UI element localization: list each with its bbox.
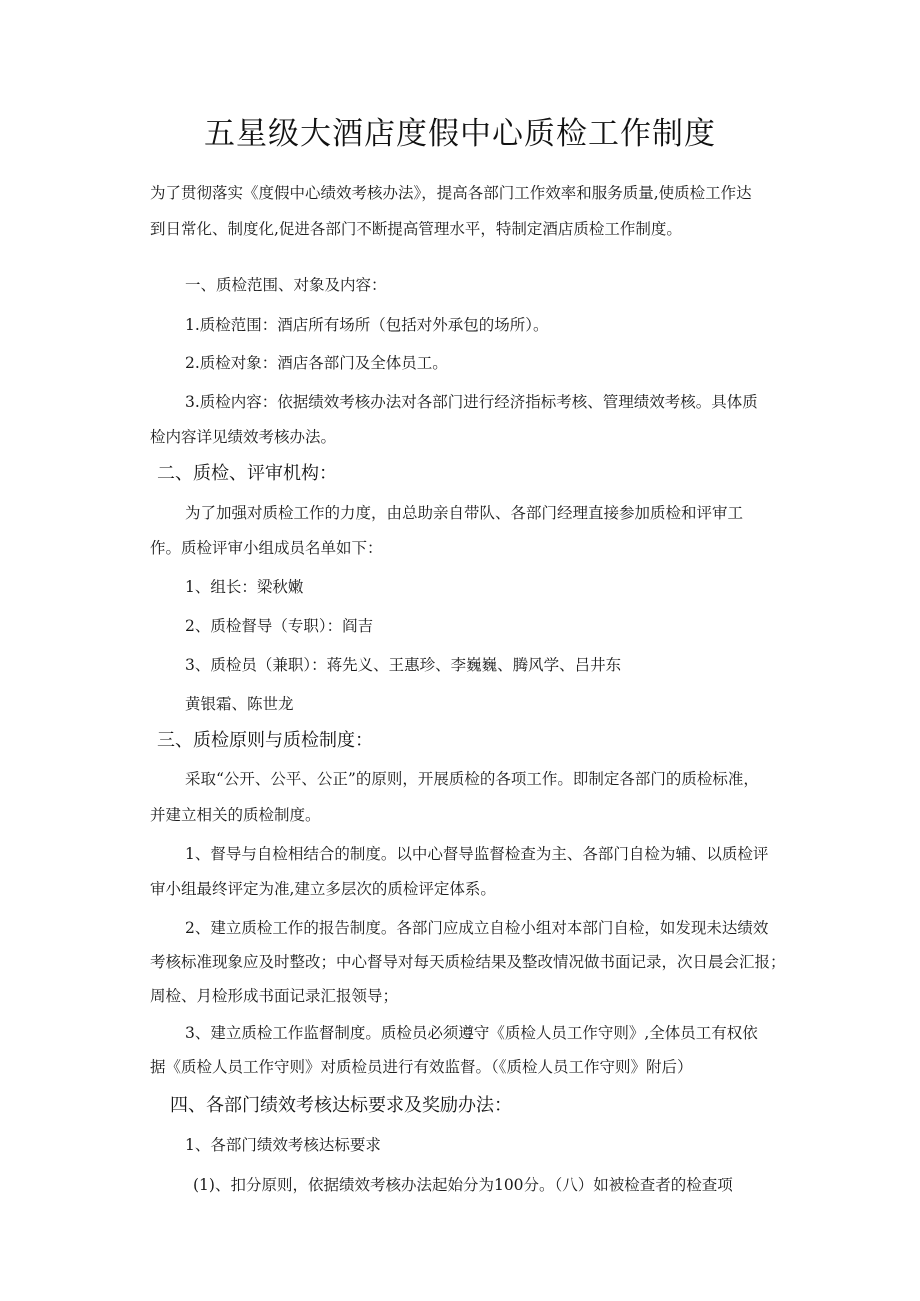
section4-line-1: 1、各部门绩效考核达标要求: [185, 1136, 381, 1154]
section2-member-3: 3、质检员（兼职）：蒋先义、王惠珍、李巍巍、腾风学、吕井东: [185, 656, 622, 674]
section3-line-4: 审小组最终评定为准,建立多层次的质检评定体系。: [150, 880, 496, 898]
section1-item-1: 1.质检范围：酒店所有场所（包括对外承包的场所）。: [185, 316, 549, 334]
section3-line-8: 3、建立质检工作监督制度。质检员必须遵守《质检人员工作守则》,全体员工有权依: [185, 1024, 758, 1042]
intro-line-1: 为了贯彻落实《度假中心绩效考核办法》，提高各部门工作效率和服务质量,使质检工作达: [150, 184, 752, 202]
section3-line-6: 考核标准现象应及时整改；中心督导对每天质检结果及整改情况做书面记录，次日晨会汇报；: [150, 953, 786, 971]
section4-heading: 四、各部门绩效考核达标要求及奖励办法：: [170, 1095, 512, 1116]
section3-line-2: 并建立相关的质检制度。: [150, 806, 321, 824]
section2-member-2: 2、质检督导（专职）：阎吉: [185, 617, 374, 635]
section3-line-1: 采取“公开、公平、公正”的原则，开展质检的各项工作。即制定各部门的质检标准，: [185, 770, 759, 788]
section1-item-2: 2.质检对象：酒店各部门及全体员工。: [185, 354, 448, 372]
section2-line-1: 为了加强对质检工作的力度，由总助亲自带队、各部门经理直接参加质检和评审工: [185, 504, 744, 522]
document-title: 五星级大酒店度假中心质检工作制度: [204, 116, 716, 152]
section3-line-5: 2、建立质检工作的报告制度。各部门应成立自检小组对本部门自检，如发现未达绩效: [185, 919, 769, 937]
section3-line-7: 周检、月检形成书面记录汇报领导；: [150, 987, 399, 1005]
section3-line-9: 据《质检人员工作守则》对质检员进行有效监督。（《质检人员工作守则》附后）: [150, 1058, 693, 1076]
section1-item-3: 3.质检内容：依据绩效考核办法对各部门进行经济指标考核、管理绩效考核。具体质: [185, 393, 758, 411]
section1-heading: 一、质检范围、对象及内容：: [185, 276, 387, 294]
section4-line-2: (1)、扣分原则，依据绩效考核办法起始分为100分。（八）如被检查者的检查项: [193, 1176, 733, 1194]
intro-line-2: 到日常化、制度化,促进各部门不断提高管理水平，特制定酒店质检工作制度。: [150, 220, 682, 238]
section1-item-3-cont: 检内容详见绩效考核办法。: [150, 428, 337, 446]
section3-heading: 三、质检原则与质检制度：: [157, 730, 373, 751]
section2-member-3-cont: 黄银霜、陈世龙: [185, 695, 294, 713]
section3-line-3: 1、督导与自检相结合的制度。以中心督导监督检查为主、各部门自检为辅、以质检评: [185, 845, 769, 863]
section2-heading: 二、质检、评审机构：: [157, 463, 337, 484]
section2-member-1: 1、组长：梁秋嫩: [185, 578, 304, 596]
section2-line-2: 作。质检评审小组成员名单如下：: [150, 539, 383, 557]
